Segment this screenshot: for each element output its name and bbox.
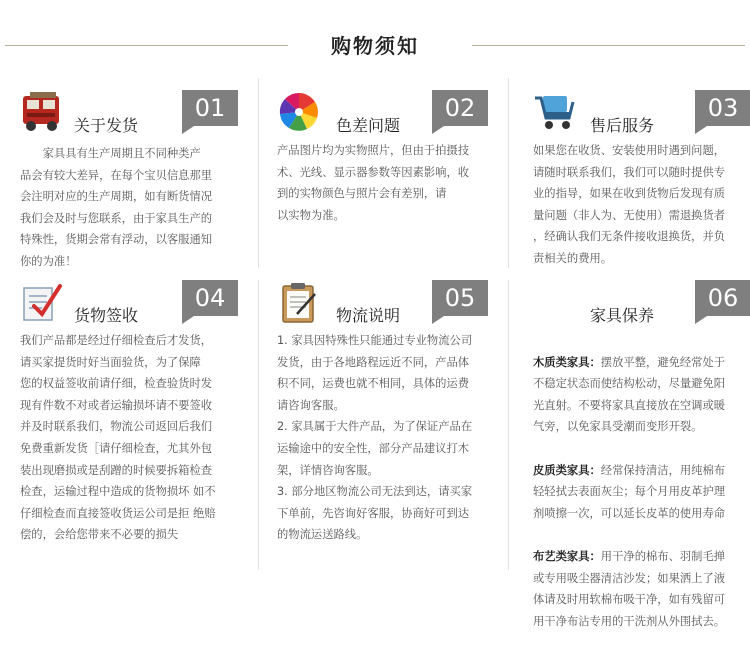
card-title: 售后服务 (590, 116, 655, 135)
card-body: 家具具有生产周期且不同种类产 品会有较大差异，在每个宝贝信息那里 会注明对应的生产周期，如有断货情况 我们会及时与您联系，由于家具生产的 特殊性，货期会常有浮动，以客服通知 你的为准！ (20, 147, 213, 268)
shopping-cart-icon (533, 90, 577, 134)
card-number-badge: 03 (695, 90, 750, 126)
card-number-badge: 02 (432, 90, 488, 126)
card-number-badge: 05 (432, 280, 488, 316)
header-divider-right (472, 45, 745, 46)
page-header (0, 0, 750, 70)
care-text: 经常保持清洁，用纯棉布 轻轻拭去表面灰尘；每个月用皮革护理 剂喷擦一次，可以延长皮革的使用寿命 (533, 463, 726, 520)
card-title: 货物签收 (74, 306, 139, 325)
care-label: 皮质类家具： (533, 463, 601, 477)
card-body: 如果您在收货、安装使用时遇到问题， 请随时联系我们，我们可以随时提供专 业的指导，如果在收到货物后发现有质 量问题（非人为、无使用）需退换货者 ，经确认我们无条件接收退换货，并负 责相关的费用。 (533, 144, 726, 265)
truck-icon (20, 90, 64, 134)
column-divider (258, 78, 259, 268)
care-label: 木质类家具： (533, 355, 601, 369)
column-divider (508, 280, 509, 570)
card-body (533, 330, 748, 654)
card-number-badge: 04 (182, 280, 238, 316)
card-title: 物流说明 (336, 306, 401, 325)
care-text: 用干净的棉布、羽制毛掸 或专用吸尘器清洁沙发；如果洒上了液 体请及时用软棉布吸干净，如有残留可 用干净布沾专用的干洗剂从外围拭去。 (533, 549, 726, 628)
card-number-badge: 01 (182, 90, 238, 126)
card-title: 家具保养 (590, 306, 655, 325)
card-title: 关于发货 (74, 116, 139, 135)
page-title: 购物须知 (331, 34, 419, 58)
care-paragraph-fabric (533, 546, 748, 632)
card-body: 我们产品都是经过仔细检查后才发货， 请买家提货时好当面验货，为了保障 您的权益签收前请仔细，检查验货时发 现有件数不对或者运输损坏请不要签收 并及时联系我们，物流公司返回后我们 免费重新发货［请仔细检查，尤其外包 装出现磨损或是刮蹭的时候要拆箱检查 检查，运输过程中造成的货物损坏 如不 仔细检查而直接签收货运公司是拒 绝赔 偿的，会给您带来不必要的损失 (20, 334, 216, 542)
care-text: 摆放平整，避免经常处于 不稳定状态而使结构松动，尽量避免阳 光直射。不要将家具直接放在空调或暖 气旁，以免家具受潮而变形开裂。 (533, 355, 726, 434)
care-label: 布艺类家具： (533, 549, 601, 563)
card-title: 色差问题 (336, 116, 401, 135)
document-check-icon (20, 280, 64, 324)
card-body: 1. 家具因特殊性只能通过专业物流公司 发货，由于各地路程远近不同，产品体 积不同，运费也就不相同，具体的运费 请咨询客服。 2. 家具属于大件产品，为了保证产品在 运输途中的安全性，部分产品建议打木 架，详情咨询客服。 3. 部分地区物流公司无法到达，请买家 下单前，先咨询好客服，协商好可到达 的物流运送路线。 (277, 334, 473, 542)
column-divider (258, 280, 259, 570)
column-divider (508, 78, 509, 268)
color-wheel-icon (277, 90, 321, 134)
care-paragraph-leather (533, 460, 748, 525)
care-paragraph-wood (533, 352, 748, 438)
clipboard-icon (277, 280, 321, 324)
card-number-badge: 06 (695, 280, 750, 316)
card-body: 产品图片均为实物照片，但由于拍摄技 术、光线、显示器参数等因素影响，收 到的实物颜色与照片会有差别，请 以实物为准。 (277, 144, 470, 222)
